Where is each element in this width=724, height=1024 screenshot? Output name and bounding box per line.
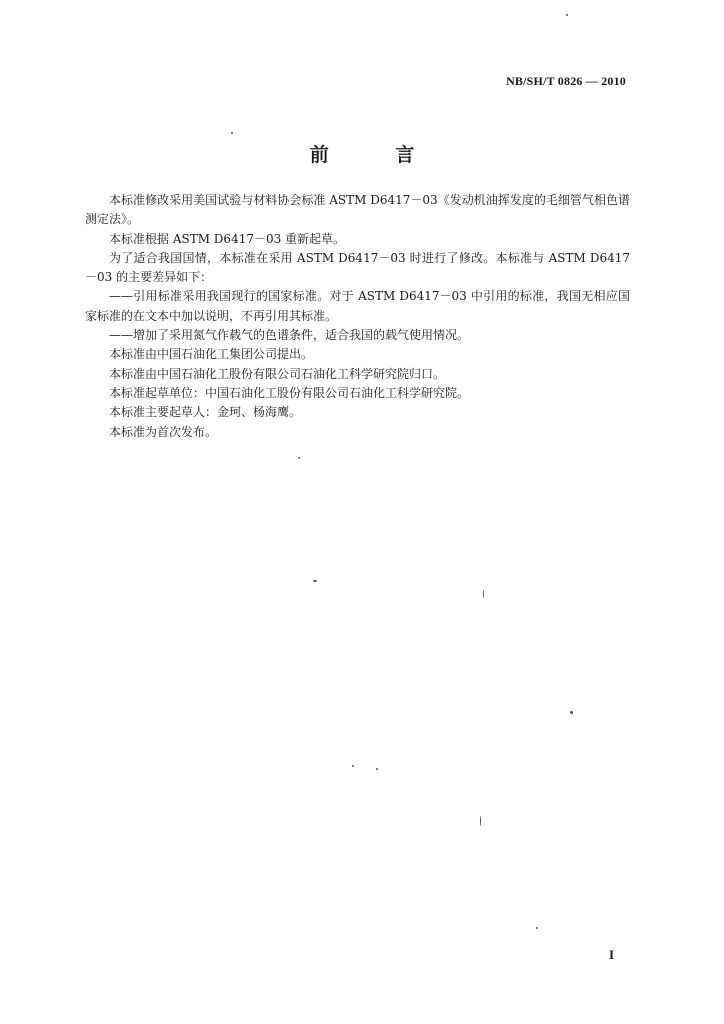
paragraph: 本标准主要起草人：金珂、杨海鹰。: [109, 405, 302, 420]
paragraph: 本标准由中国石油化工股份有限公司石油化工科学研究院归口。: [109, 366, 446, 381]
paragraph: 本标准为首次发布。: [109, 424, 218, 439]
paragraph: 本标准起草单位：中国石油化工股份有限公司石油化工科学研究院。: [109, 385, 470, 400]
scan-speck: [536, 927, 538, 929]
scan-speck: [352, 765, 354, 767]
paragraph: ——引用标准采用我国现行的国家标准。对于 ASTM D6417－03 中引用的标准，我国无相应国家标准的在文本中加以说明，不再引用其标准。: [85, 289, 630, 323]
scan-speck: [231, 132, 233, 134]
scan-speck: [570, 711, 573, 714]
scan-speck: [298, 457, 300, 459]
paragraph: 本标准根据 ASTM D6417－03 重新起草。: [109, 231, 346, 246]
scan-speck: [376, 768, 378, 770]
paragraph: ——增加了采用氮气作载气的色谱条件，适合我国的载气使用情况。: [109, 328, 470, 343]
scan-speck: [313, 580, 317, 582]
paragraph: 本标准由中国石油化工集团公司提出。: [109, 347, 314, 362]
paragraph: 本标准修改采用美国试验与材料协会标准 ASTM D6417－03《发动机油挥发度的毛细管气相色谱测定法》。: [85, 193, 630, 227]
header-standard-code: NB/SH/T 0826 — 2010: [506, 74, 626, 88]
paragraph: 为了适合我国国情，本标准在采用 ASTM D6417－03 时进行了修改。本标准与 ASTM D6417－03 的主要差异如下：: [85, 250, 630, 285]
scan-speck: [483, 590, 484, 598]
scan-speck: [566, 14, 568, 16]
foreword-body: [85, 191, 630, 442]
page-title: 前 言: [309, 144, 445, 166]
scan-speck: [480, 816, 481, 826]
page-number: I: [608, 947, 614, 962]
